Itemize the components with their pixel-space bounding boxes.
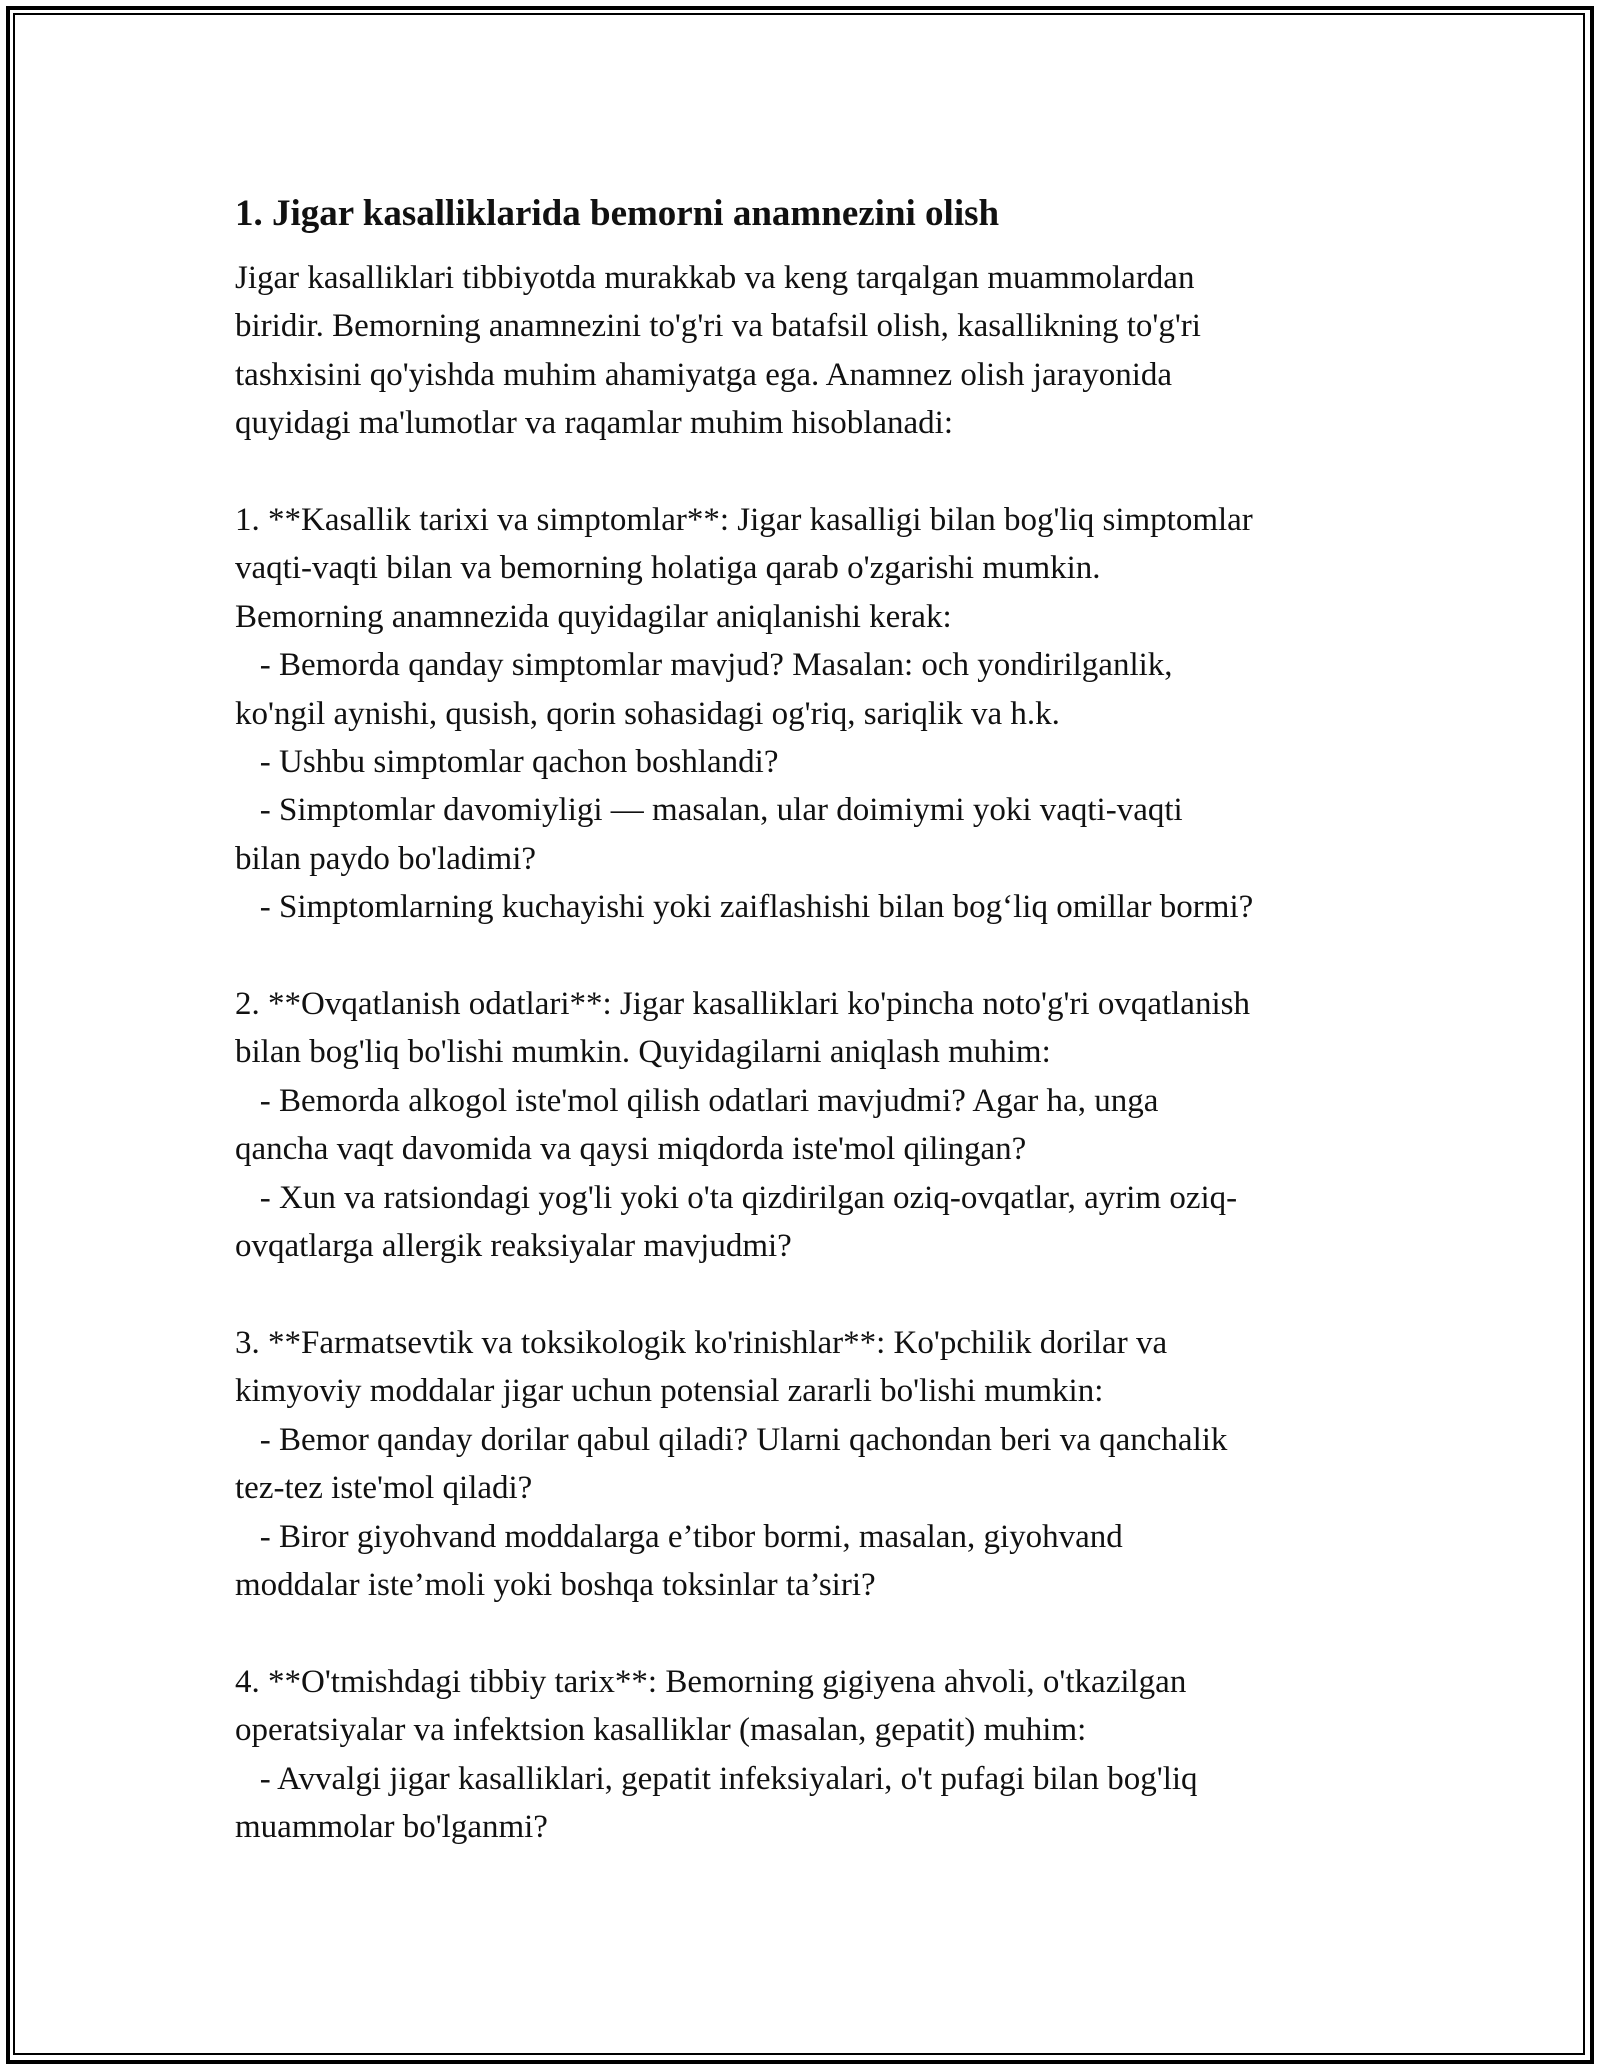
document-body — [235, 186, 1405, 1851]
section-1-line: - Simptomlarning kuchayishi yoki zaiflashishi bilan bog‘liq omillar bormi? — [235, 889, 1254, 926]
section-3-line: - Bemor qanday dorilar qabul qiladi? Ularni qachondan beri va qanchalik — [235, 1421, 1228, 1458]
intro-line: quyidagi ma'lumotlar va raqamlar muhim hisoblanadi: — [235, 405, 954, 442]
intro-line: biridir. Bemorning anamnezini to'g'ri va batafsil olish, kasallikning to'g'ri — [235, 308, 1201, 345]
section-2-paragraph — [235, 980, 1405, 1270]
section-1-line: Bemorning anamnezida quyidagilar aniqlanishi kerak: — [235, 598, 952, 635]
section-2-line: ovqatlarga allergik reaksiyalar mavjudmi? — [235, 1228, 792, 1265]
section-1-line: 1. **Kasallik tarixi va simptomlar**: Jigar kasalligi bilan bog'liq simptomlar — [235, 502, 1253, 539]
section-2-line: - Bemorda alkogol iste'mol qilish odatlari mavjudmi? Agar ha, unga — [235, 1082, 1159, 1119]
section-1-line: ko'ngil aynishi, qusish, qorin sohasidagi og'riq, sariqlik va h.k. — [235, 695, 1060, 732]
section-2-line: bilan bog'liq bo'lishi mumkin. Quyidagilarni aniqlash muhim: — [235, 1034, 1051, 1071]
section-4-line: operatsiyalar va infektsion kasalliklar (masalan, gepatit) muhim: — [235, 1712, 1087, 1749]
section-3-line: - Biror giyohvand moddalarga e’tibor bormi, masalan, giyohvand — [235, 1518, 1123, 1555]
section-2-line: qancha vaqt davomida va qaysi miqdorda iste'mol qilingan? — [235, 1131, 1027, 1168]
intro-line: Jigar kasalliklari tibbiyotda murakkab va keng tarqalgan muammolardan — [235, 260, 1195, 296]
section-4-line: 4. **O'tmishdagi tibbiy tarix**: Bemorning gigiyena ahvoli, o'tkazilgan — [235, 1663, 1187, 1700]
section-1-line: - Bemorda qanday simptomlar mavjud? Masalan: och yondirilganlik, — [235, 647, 1173, 684]
section-4-paragraph — [235, 1658, 1405, 1852]
document-title: 1. Jigar kasalliklarida bemorni anamnezini olish — [235, 193, 1000, 234]
section-3-line: tez-tez iste'mol qiladi? — [235, 1470, 533, 1507]
section-1-line: - Ushbu simptomlar qachon boshlandi? — [235, 744, 779, 781]
section-3-paragraph — [235, 1319, 1405, 1609]
intro-paragraph — [235, 254, 1405, 448]
section-3-line: moddalar iste’moli yoki boshqa toksinlar ta’siri? — [235, 1566, 876, 1603]
section-1-paragraph — [235, 496, 1405, 932]
section-2-line: - Xun va ratsiondagi yog'li yoki o'ta qizdirilgan oziq-ovqatlar, ayrim oziq- — [235, 1179, 1238, 1216]
section-1-line: - Simptomlar davomiyligi — masalan, ular doimiymi yoki vaqti-vaqti — [235, 792, 1183, 829]
section-3-line: kimyoviy moddalar jigar uchun potensial zararli bo'lishi mumkin: — [235, 1373, 1104, 1410]
section-3-line: 3. **Farmatsevtik va toksikologik ko'rinishlar**: Ko'pchilik dorilar va — [235, 1324, 1168, 1361]
section-4-line: - Avvalgi jigar kasalliklari, gepatit infeksiyalari, o't pufagi bilan bog'liq — [235, 1760, 1198, 1797]
section-1-line: bilan paydo bo'ladimi? — [235, 840, 537, 877]
section-1-line: vaqti-vaqti bilan va bemorning holatiga qarab o'zgarishi mumkin. — [235, 550, 1101, 587]
section-2-line: 2. **Ovqatlanish odatlari**: Jigar kasalliklari ko'pincha noto'g'ri ovqatlanish — [235, 986, 1250, 1023]
intro-line: tashxisini qo'yishda muhim ahamiyatga ega. Anamnez olish jarayonida — [235, 356, 1173, 393]
section-4-line: muammolar bo'lganmi? — [235, 1808, 548, 1845]
